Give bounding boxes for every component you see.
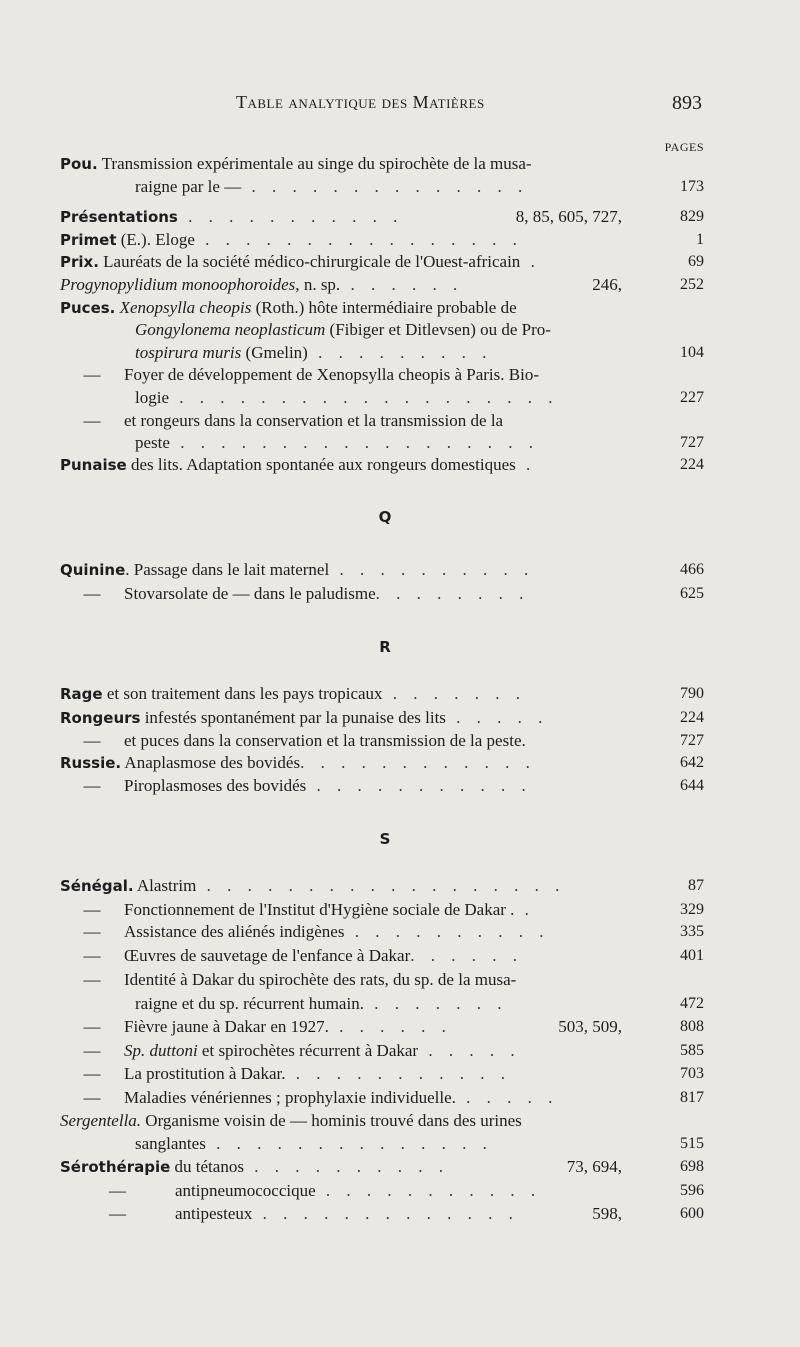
entry-keyword: Prix. [60,253,99,271]
index-entry [60,229,630,251]
index-entry [135,387,630,409]
page-reference: 329 [680,901,704,918]
leader-dots: . . . . . . [410,946,524,965]
entry-text: Maladies vénériennes ; prophylaxie individuelle. [124,1088,456,1107]
page-number: 893 [672,92,702,114]
index-entry [135,176,630,198]
entry-text: Transmission expérimentale au singe du spirochète de la musa- [97,154,532,173]
page-reference: 698 [680,1158,704,1175]
index-entry [135,993,630,1015]
leader-dots: . . . . . . . . . . . . . [252,1204,519,1223]
index-entry [60,454,630,476]
index-entry [60,410,630,432]
entry-dash: — [83,946,101,965]
leader-dots: . . . . . . . . . . [344,922,550,941]
entry-keyword: Punaise [60,456,127,474]
entry-text: Assistance des aliénés indigènes [124,922,345,941]
page-reference: 817 [680,1089,704,1106]
entry-text: Œuvres de sauvetage de l'enfance à Dakar [124,946,411,965]
index-entry [60,875,630,897]
index-entry [60,775,630,797]
entry-dash: — [83,1088,101,1107]
entry-keyword: Rongeurs [60,709,141,727]
leader-dots: . . . . . . . . . . . . . . . . [194,230,523,249]
entry-extra-pages: 246, [588,274,622,296]
pages-column-label: PAGES [664,140,704,154]
entry-text: Identité à Dakar du spirochète des rats, du sp. de la musa- [124,970,517,989]
leader-dots: . . . . . . . . . . . . . . [205,1134,493,1153]
entry-text: . Passage dans le lait maternel [125,560,330,579]
leader-dots: . . . . . . [340,275,464,294]
index-entry [135,319,630,341]
entry-text: et son traitement dans les pays tropicaux [102,684,383,703]
entry-dash: — [83,970,101,989]
leader-dots: . . . . . . . . . . . [306,776,532,795]
entry-dash: — [83,584,101,603]
page-reference: 727 [680,732,704,749]
entry-keyword: Quinine [60,561,126,579]
entry-dash: — [83,1064,101,1083]
index-entry [60,969,630,991]
page-reference: 224 [680,456,704,473]
entry-text: du tétanos [170,1157,244,1176]
entry-dash: — [83,922,101,941]
page-reference: 335 [680,923,704,940]
index-entry [60,707,630,729]
page-reference: 515 [680,1135,704,1152]
index-entry [135,342,630,364]
leader-dots: . . . . . . . [382,684,527,703]
entry-italic-text: Sp. duttoni [124,1041,198,1060]
page-reference: 600 [680,1205,704,1222]
entry-dash: — [83,411,101,430]
index-entry [60,153,630,175]
entry-keyword: Sérothérapie [60,1158,171,1176]
entry-text: n. sp. [299,275,341,294]
leader-dots: . . . . . . . [363,994,508,1013]
entry-text: des lits. Adaptation spontanée aux rongeurs domestiques [126,455,516,474]
index-entry [60,1110,630,1132]
page-reference: 727 [680,434,704,451]
entry-text: Anaplasmose des bovidés [121,753,301,772]
entry-italic-text: Xenopsylla cheopis [115,298,252,317]
page-reference: 644 [680,777,704,794]
section-letter-s: S [379,830,391,848]
entry-text: Fonctionnement de l'Institut d'Hygiène sociale de Dakar . [124,900,515,919]
entry-keyword: Primet [60,231,117,249]
index-entry [60,583,630,605]
entry-text: Foyer de développement de Xenopsylla cheopis à Paris. Bio- [124,365,539,384]
entry-extra-pages: 8, 85, 605, 727, [512,206,622,228]
index-entry [60,559,630,581]
entry-extra-pages: 598, [588,1203,622,1225]
entry-text: raigne par le — [135,177,242,196]
page-header [0,92,800,116]
leader-dots: . . . . . . [328,1017,452,1036]
index-entry [60,297,630,319]
entry-dash: — [83,1017,101,1036]
leader-dots: . . . . . . . . . [307,343,493,362]
leader-dots: . . . . . . . . . . . [285,1064,511,1083]
entry-dash: — [83,365,101,384]
page-reference: 69 [688,253,704,270]
entry-text: infestés spontanément par la punaise des lits [140,708,446,727]
entry-extra-pages: 503, 509, [554,1016,622,1038]
entry-keyword: Pou. [60,155,98,173]
leader-dots: . . . . . . . . . . . . [300,753,536,772]
index-entry [60,945,630,967]
leader-dots: . [520,252,541,271]
leader-dots: . . . . . . . . . . . [315,1181,542,1200]
leader-dots: . [515,455,537,474]
index-entry [60,730,630,752]
entry-text: Stovarsolate de — dans le paludisme [124,584,376,603]
entry-italic-text: Gongylonema neoplasticum [135,320,326,339]
entry-extra-pages: 73, 694, [563,1156,622,1178]
page-reference: 224 [680,709,704,726]
index-entry [60,683,630,705]
entry-text: Lauréats de la société médico-chirurgicale de l'Ouest-africain [98,252,521,271]
entry-text: Alastrim [133,876,197,895]
page-reference: 585 [680,1042,704,1059]
page-reference: 472 [680,995,704,1012]
entry-text: (Fibiger et Ditlevsen) ou de Pro- [325,320,551,339]
page-reference: 808 [680,1018,704,1035]
page-reference: 703 [680,1065,704,1082]
index-entry [60,251,630,273]
section-letter-q: Q [378,508,392,526]
entry-text: Fièvre jaune à Dakar en 1927. [124,1017,329,1036]
entry-text: La prostitution à Dakar. [124,1064,286,1083]
index-entry [60,364,630,386]
entry-text: (Roth.) hôte intermédiaire probable de [251,298,517,317]
page-reference: 252 [680,276,704,293]
index-entry [60,1087,630,1109]
entry-keyword: Puces. [60,299,116,317]
leader-dots: . . . . . [418,1041,521,1060]
index-entry [60,274,630,296]
section-letter-r: R [379,638,391,656]
entry-text: logie [135,388,169,407]
page-reference: 104 [680,344,704,361]
leader-dots: . . . . . [455,1088,559,1107]
leader-dots: . . . . . . . . . . . . . . . . . . [196,876,566,895]
entry-keyword: Russie. [60,754,122,772]
entry-text: sanglantes [135,1134,206,1153]
entry-dash: — [109,1181,126,1200]
leader-dots: . . . . . . . . . . [329,560,535,579]
index-entry [60,1016,630,1038]
entry-text: Piroplasmoses des bovidés [124,776,307,795]
index-entry [60,1040,630,1062]
index-entry [60,1180,630,1202]
leader-dots: . . . . . . . . . . [243,1157,449,1176]
index-entry [60,206,630,228]
leader-dots: . . . . . . . . . . . . . . . . . . [169,433,539,452]
index-entry [60,752,630,774]
page-reference: 466 [680,561,704,578]
entry-text: (Gmelin) [241,343,308,362]
entry-italic-text: tospirura muris [135,343,242,362]
index-entry [60,899,630,921]
page-reference: 401 [680,947,704,964]
entry-keyword: Sénégal. [60,877,134,895]
page-reference: 1 [696,231,704,248]
entry-dash: — [109,1204,126,1223]
index-entry [60,921,630,943]
running-title: Table analytique des Matières [236,92,485,112]
entry-dash: — [83,900,101,919]
page-reference: 642 [680,754,704,771]
leader-dots: . . . . . [445,708,549,727]
entry-text: et rongeurs dans la conservation et la transmission de la [124,411,504,430]
index-entry [60,1063,630,1085]
page-reference: 87 [688,877,704,894]
index-entry [60,1156,630,1178]
entry-italic-text: Sergentella. [60,1111,142,1130]
index-entry [135,1133,630,1155]
entry-text: antipneumococcique [175,1181,316,1200]
entry-text: peste [135,433,170,452]
leader-dots: . . . . . . . . . . . [177,207,404,226]
page-reference: 596 [680,1182,704,1199]
page-reference: 790 [680,685,704,702]
entry-keyword: Rage [60,685,103,703]
entry-text: Organisme voisin de — hominis trouvé dans des urines [141,1111,522,1130]
leader-dots: . . . . . . . . . . . . . . . . . . . [169,388,559,407]
entry-text: (E.). Eloge [116,230,195,249]
entry-text: raigne et du sp. récurrent humain. [135,994,364,1013]
index-entry [135,432,630,454]
leader-dots: . [514,900,535,919]
page-reference: 829 [680,208,704,225]
entry-keyword: Présentations [60,208,178,226]
leader-dots: . . . . . . . . [375,584,530,603]
entry-italic-text: Progynopylidium monoophoroides, [60,275,300,294]
page-reference: 227 [680,389,704,406]
page-reference: 173 [680,178,704,195]
leader-dots: . . . . . . . . . . . . . . [241,177,529,196]
entry-dash: — [83,731,101,750]
entry-dash: — [83,1041,101,1060]
entry-text: et puces dans la conservation et la transmission de la peste. [124,731,526,750]
index-entry [60,1203,630,1225]
entry-dash: — [83,776,101,795]
page-reference: 625 [680,585,704,602]
entry-text: et spirochètes récurrent à Dakar [197,1041,419,1060]
entry-text: antipesteux [175,1204,253,1223]
